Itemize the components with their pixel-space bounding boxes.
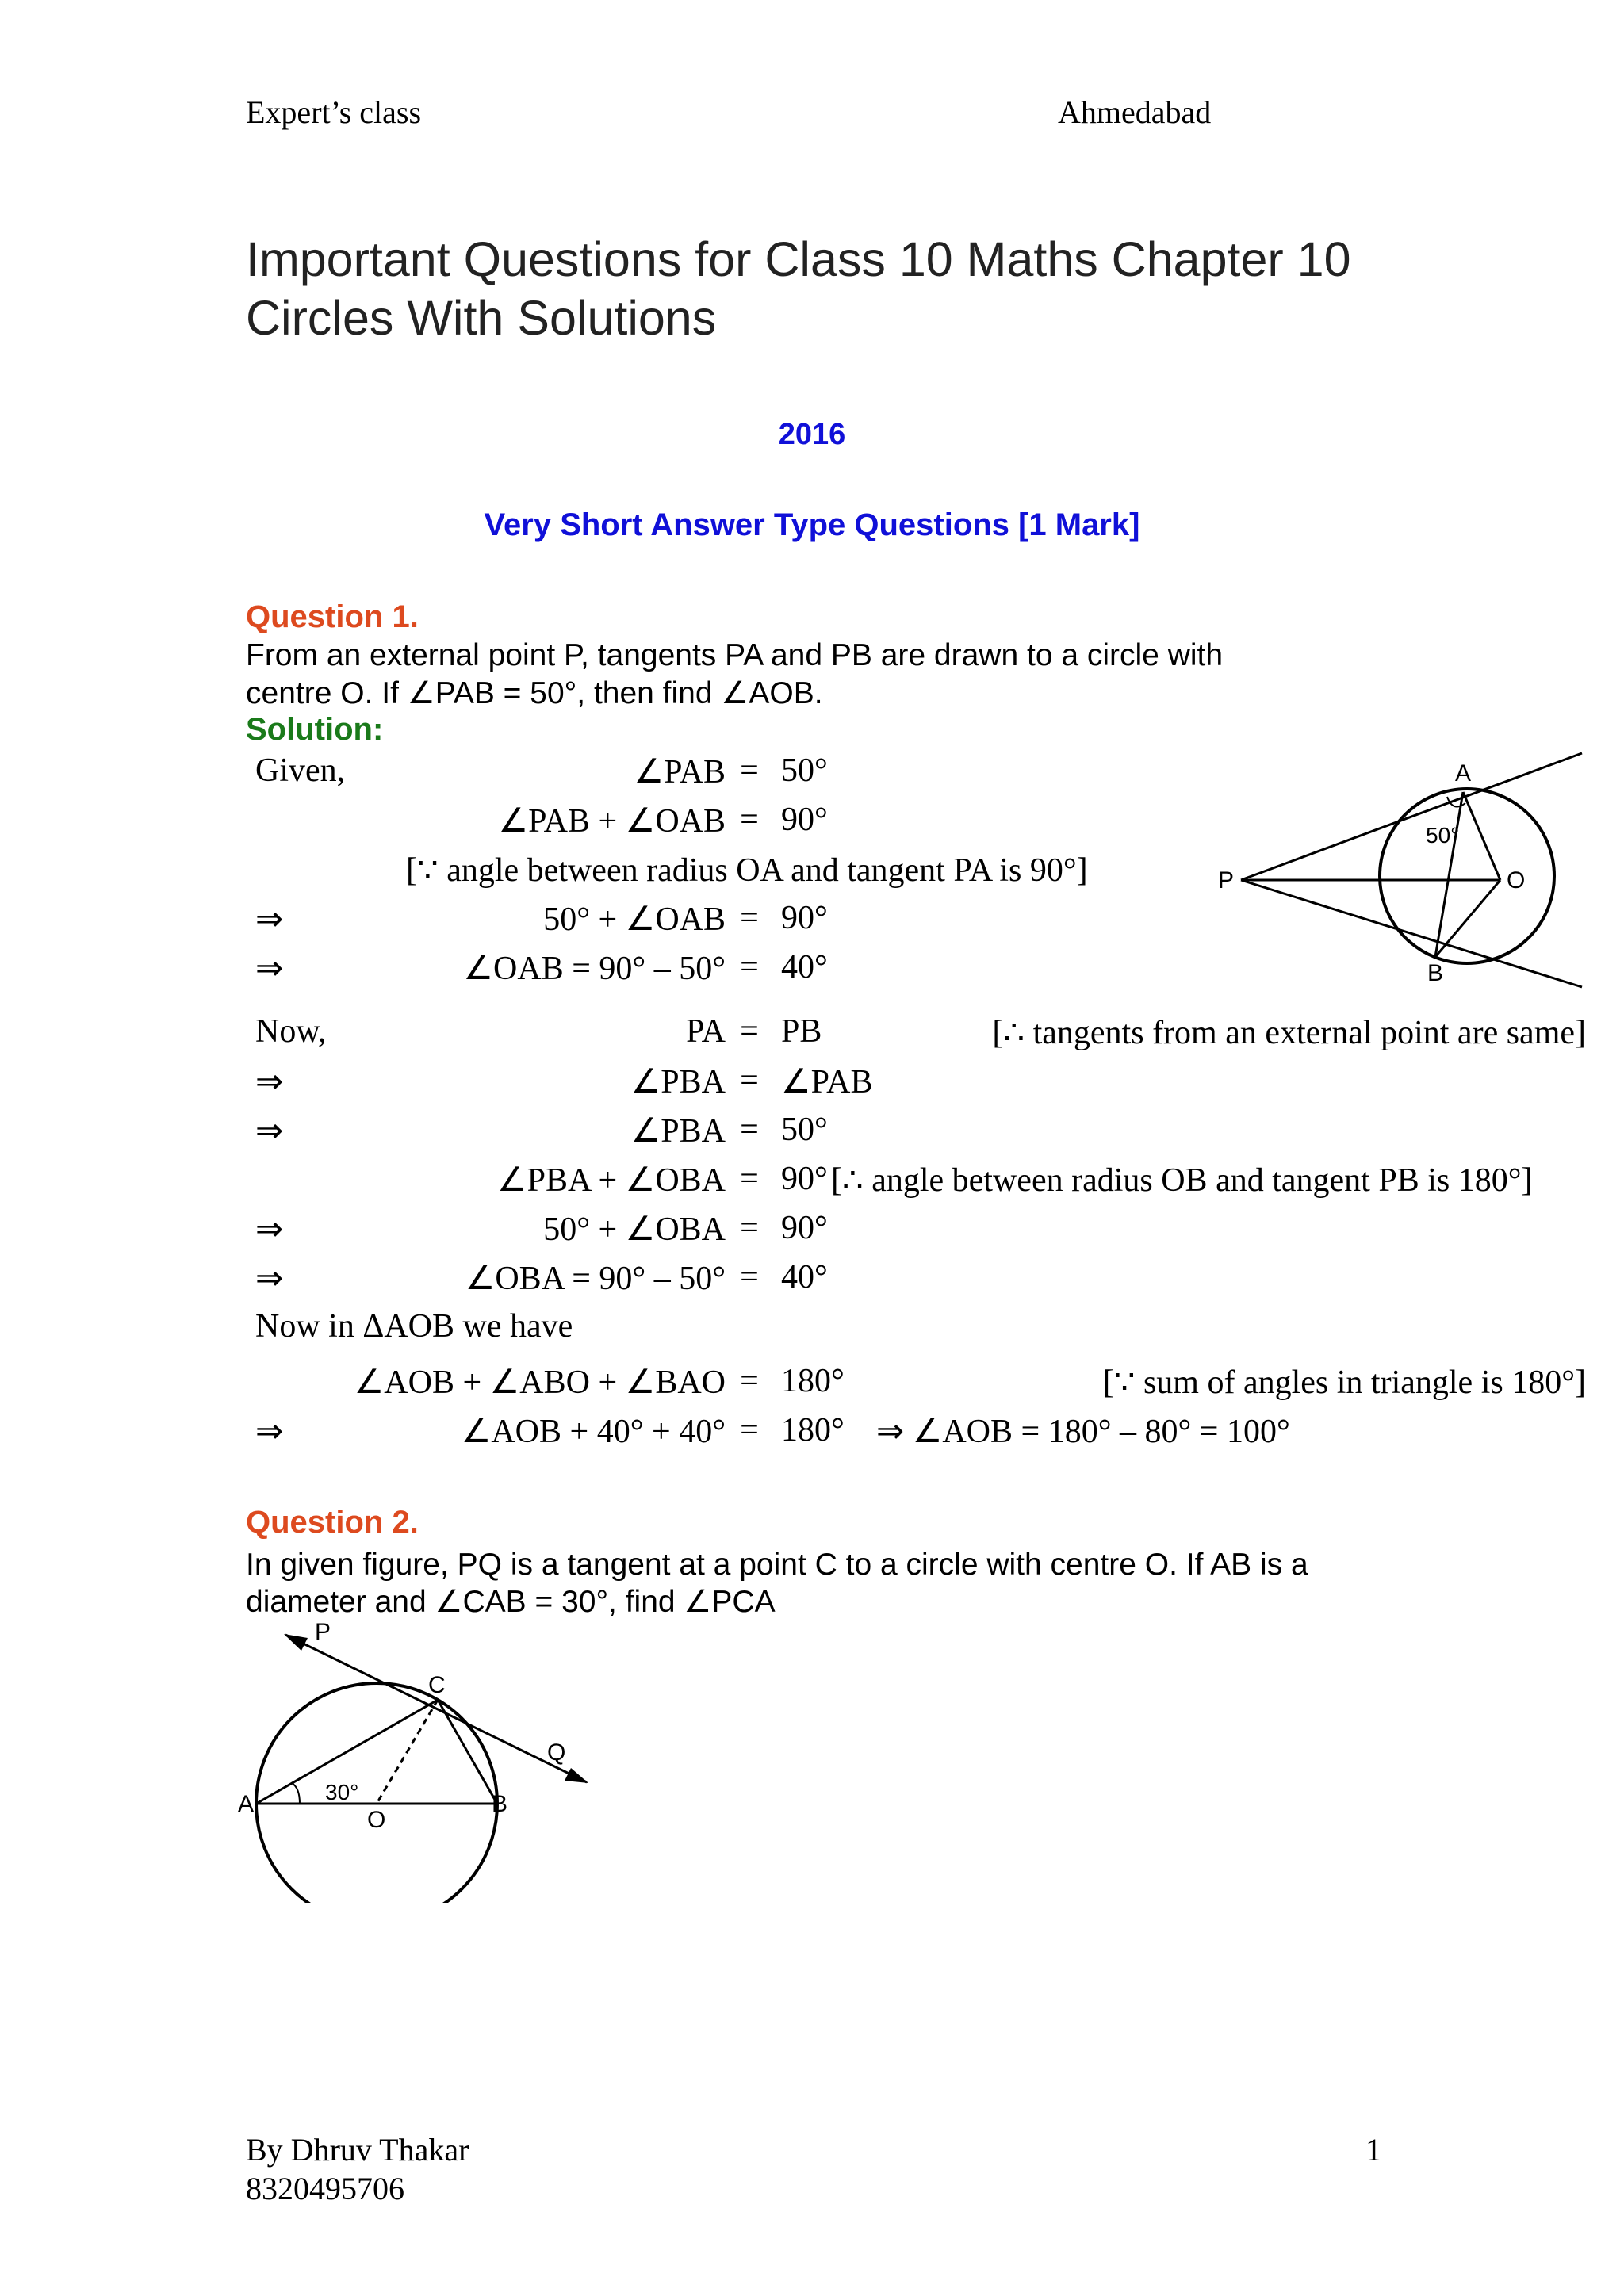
solution-line-lhs: ∠OBA = 90° – 50°: [465, 1261, 726, 1297]
solution-line-lhs: 50° + ∠OAB: [543, 901, 726, 938]
solution-line-note: [∵ sum of angles in triangle is 180°]: [1102, 1364, 1586, 1401]
solution-line-lhs: ∠PAB + ∠OAB: [498, 803, 726, 840]
solution-line-rhs: 90°: [781, 1210, 828, 1246]
figure2-label-o: O: [367, 1807, 386, 1833]
solution-line-prefix: Now in ΔAOB we have: [255, 1308, 573, 1345]
question-1-solution-label: Solution:: [246, 712, 384, 747]
solution-line-rhs: 40°: [781, 949, 828, 985]
question-1-text-line2: centre O. If ∠PAB = 50°, then find ∠AOB.: [246, 676, 823, 710]
section-heading: Very Short Answer Type Questions [1 Mark]: [484, 507, 1140, 542]
figure2-label-angle: 30°: [325, 1780, 359, 1804]
figure1-label-p: P: [1218, 867, 1235, 894]
solution-line-prefix: ⇒: [255, 951, 284, 987]
solution-line-prefix: ⇒: [255, 901, 284, 938]
solution-line-equals: =: [740, 752, 759, 789]
solution-line-equals: =: [740, 1112, 759, 1148]
figure-tangent-diameter: [238, 1617, 611, 1903]
question-2-text-line2: diameter and ∠CAB = 30°, find ∠PCA: [246, 1585, 776, 1619]
solution-line-equals: =: [740, 1013, 759, 1050]
question-2-label: Question 2.: [246, 1505, 419, 1540]
header-right: Ahmedabad: [1058, 94, 1212, 130]
solution-line-lhs: PA: [686, 1013, 726, 1050]
solution-line-lhs: ∠OAB = 90° – 50°: [463, 951, 726, 987]
solution-line-equals: =: [740, 1062, 759, 1099]
figure2-label-b: B: [492, 1791, 508, 1817]
solution-line-lhs: ∠PBA: [630, 1113, 726, 1150]
figure1-circle: [1380, 789, 1554, 963]
solution-line-prefix: ⇒: [255, 1211, 284, 1248]
solution-line-equals: =: [740, 1363, 759, 1399]
figure1-label-a: A: [1455, 760, 1472, 786]
header-left: Expert’s class: [246, 94, 422, 130]
solution-line-note: ⇒ ∠AOB = 180° – 80° = 100°: [876, 1414, 1290, 1450]
solution-line-lhs: ∠AOB + 40° + 40°: [461, 1414, 726, 1450]
figure1-label-angle: 50°: [1426, 823, 1460, 848]
solution-line-rhs: 90°: [781, 1161, 828, 1197]
solution-line-rhs: 50°: [781, 752, 828, 789]
solution-line-rhs: 40°: [781, 1259, 828, 1295]
figure2-circle: [256, 1683, 497, 1903]
figure2-label-a: A: [238, 1791, 255, 1817]
solution-line-lhs: ∠PAB: [634, 754, 726, 790]
solution-line-lhs: ∠AOB + ∠ABO + ∠BAO: [354, 1364, 726, 1401]
solution-line-lhs: ∠PBA + ∠OBA: [496, 1162, 726, 1199]
figure1-label-b: B: [1427, 960, 1444, 986]
solution-line-note: [∴ tangents from an external point are same]: [992, 1015, 1586, 1051]
solution-line-rhs: 180°: [781, 1412, 845, 1448]
solution-line-equals: =: [740, 900, 759, 936]
solution-line-equals: =: [740, 1210, 759, 1246]
solution-line-prefix: Given,: [255, 752, 346, 789]
solution-line-lhs: ∠PBA: [630, 1064, 726, 1100]
solution-line-prefix: ⇒: [255, 1113, 284, 1150]
question-1-text-line1: From an external point P, tangents PA and PB are drawn to a circle with: [246, 638, 1224, 672]
page-number: 1: [1365, 2132, 1381, 2168]
solution-line-rhs: 90°: [781, 900, 828, 936]
solution-line-rhs: 180°: [781, 1363, 845, 1399]
solution-line-prefix: ⇒: [255, 1261, 284, 1297]
page-title: Important Questions for Class 10 Maths Chapter 10 Circles With Solutions: [246, 232, 1351, 345]
question-1-label: Question 1.: [246, 599, 419, 634]
solution-line-equals: =: [740, 949, 759, 985]
footer-author: By Dhruv Thakar: [246, 2132, 469, 2168]
figure-tangents-circle: [1205, 741, 1586, 995]
figure1-label-o: O: [1507, 867, 1526, 894]
question-2-text-line1: In given figure, PQ is a tangent at a point C to a circle with centre O. If AB is a: [246, 1548, 1308, 1582]
solution-line-prefix: Now,: [255, 1013, 327, 1050]
solution-line-prefix: ⇒: [255, 1064, 284, 1100]
solution-line-prefix: ⇒: [255, 1414, 284, 1450]
figure2-label-c: C: [428, 1672, 446, 1698]
solution-line-rhs: 50°: [781, 1112, 828, 1148]
solution-line-equals: =: [740, 802, 759, 838]
solution-line-note: [∴ angle between radius OB and tangent PB is 180°]: [831, 1162, 1533, 1199]
solution-line-note: [∵ angle between radius OA and tangent PA is 90°]: [406, 852, 1088, 889]
solution-line-equals: =: [740, 1161, 759, 1197]
figure2-label-p: P: [315, 1619, 331, 1645]
solution-line-equals: =: [740, 1412, 759, 1448]
solution-line-rhs: 90°: [781, 802, 828, 838]
figure2-label-q: Q: [547, 1739, 566, 1766]
solution-line-equals: =: [740, 1259, 759, 1295]
footer-phone: 8320495706: [246, 2171, 404, 2206]
solution-line-rhs: ∠PAB: [781, 1064, 873, 1100]
solution-line-rhs: PB: [781, 1013, 822, 1050]
solution-line-lhs: 50° + ∠OBA: [543, 1211, 726, 1248]
year-heading: 2016: [778, 418, 846, 451]
